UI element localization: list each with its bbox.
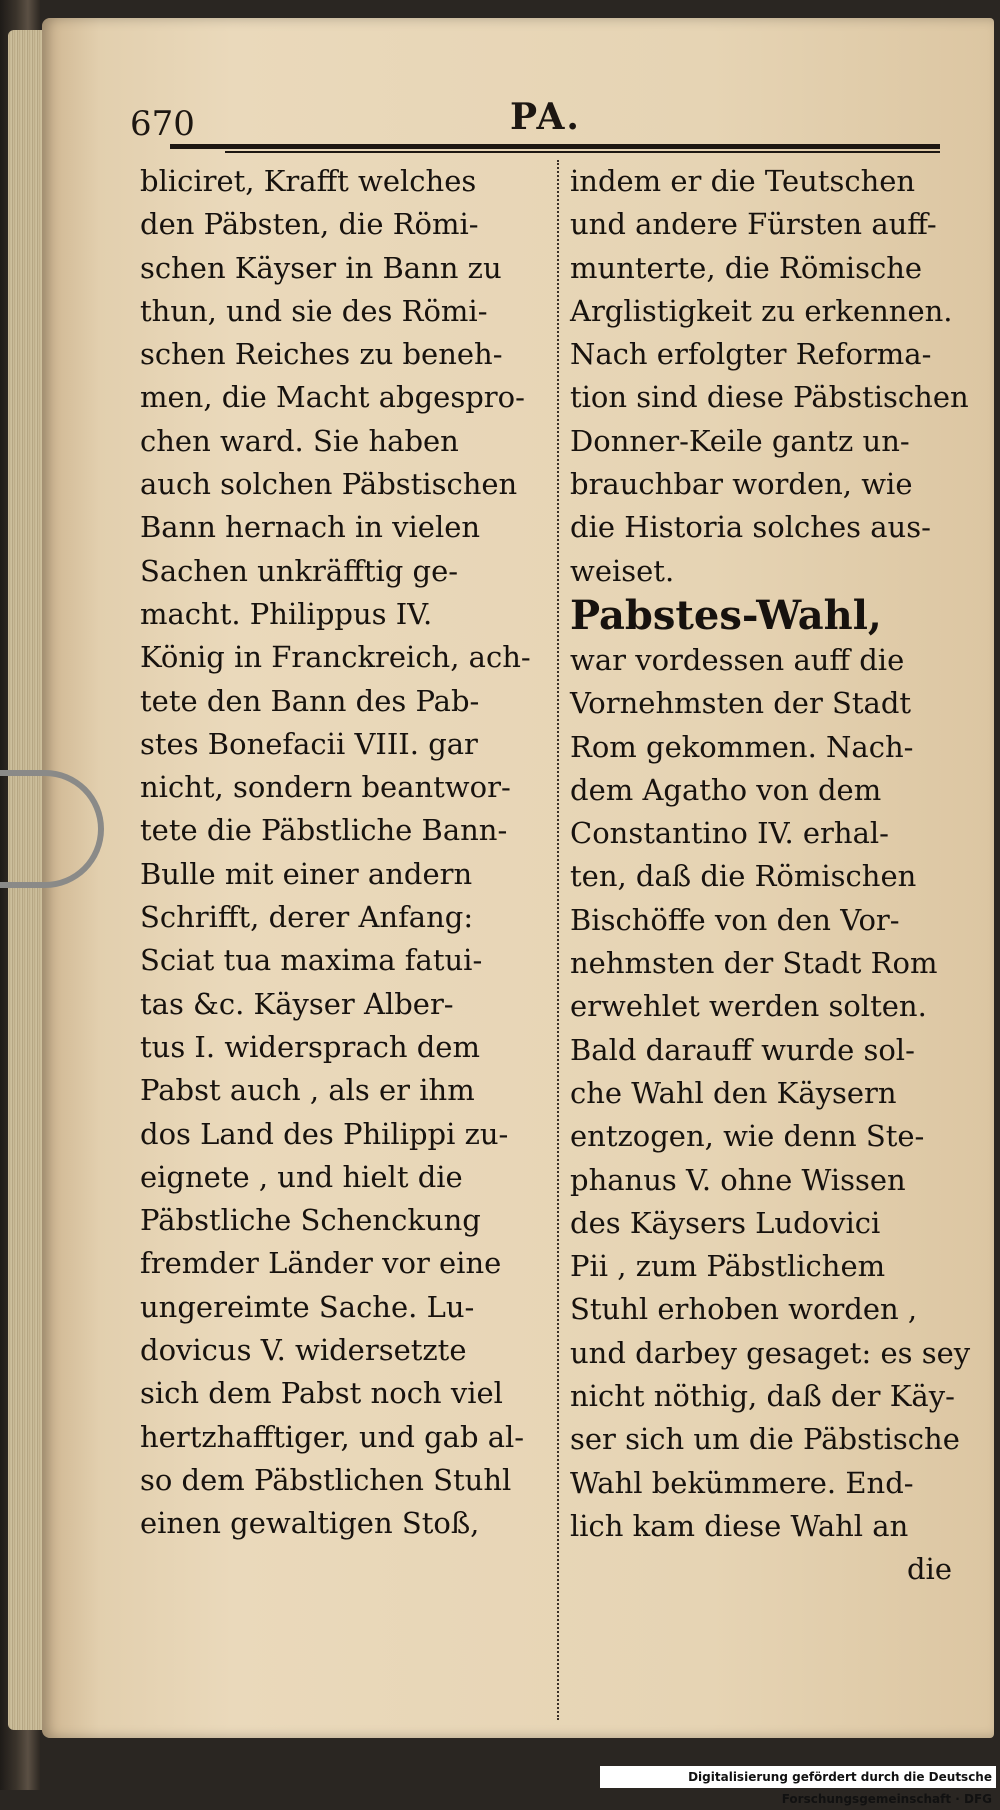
text-line: Sciat tua maxima fatui- bbox=[140, 943, 483, 978]
left-column bbox=[140, 160, 558, 1546]
right-column bbox=[570, 160, 971, 1592]
text-line: tete den Bann des Pab- bbox=[140, 683, 480, 718]
text-line: einen gewaltigen Stoß, bbox=[140, 1506, 480, 1541]
text-line: Pabst auch , als er ihm bbox=[140, 1073, 475, 1108]
text-line: eignete , und hielt die bbox=[140, 1159, 463, 1194]
text-line: fremder Länder vor eine bbox=[140, 1246, 502, 1281]
text-line: Stuhl erhoben worden , bbox=[570, 1292, 918, 1327]
text-line: Pii , zum Päbstlichem bbox=[570, 1249, 886, 1284]
text-line: und darbey gesaget: es sey bbox=[570, 1335, 971, 1370]
text-line: Bald darauff wurde sol- bbox=[570, 1032, 915, 1067]
text-line: schen Käyser in Bann zu bbox=[140, 250, 502, 285]
text-line: Bulle mit einer andern bbox=[140, 856, 473, 891]
text-line: indem er die Teutschen bbox=[570, 164, 916, 198]
text-line: Constantino IV. erhal- bbox=[570, 816, 889, 851]
digitization-credit: Digitalisierung gefördert durch die Deutsche Forschungsgemeinschaft · DFG bbox=[600, 1766, 996, 1788]
text-line: Bischöffe von den Vor- bbox=[570, 902, 900, 937]
text-line: phanus V. ohne Wissen bbox=[570, 1162, 906, 1197]
text-line: thun, und sie des Römi- bbox=[140, 293, 488, 328]
text-line: tas &c. Käyser Alber- bbox=[140, 986, 454, 1021]
text-line: nicht nöthig, daß der Käy- bbox=[570, 1379, 955, 1414]
text-line: erwehlet werden solten. bbox=[570, 989, 927, 1024]
text-line: sich dem Pabst noch viel bbox=[140, 1376, 503, 1411]
text-line: die Historia solches aus- bbox=[570, 510, 931, 545]
text-line: Rom gekommen. Nach- bbox=[570, 729, 914, 764]
text-line: nicht, sondern beantwor- bbox=[140, 770, 511, 805]
text-line: und andere Fürsten auff- bbox=[570, 207, 937, 242]
text-line: des Käysers Ludovici bbox=[570, 1205, 881, 1240]
header-rule bbox=[170, 144, 940, 149]
text-line: hertzhafftiger, und gab al- bbox=[140, 1419, 525, 1454]
catchword: die bbox=[906, 1552, 952, 1587]
text-line: tion sind diese Päbstischen bbox=[570, 380, 969, 415]
text-line: ungereimte Sache. Lu- bbox=[140, 1289, 475, 1324]
text-line: tete die Päbstliche Bann- bbox=[140, 813, 508, 848]
text-line: Wahl bekümmere. End- bbox=[570, 1465, 914, 1500]
text-line: tus I. widersprach dem bbox=[140, 1029, 480, 1064]
text-line: che Wahl den Käysern bbox=[570, 1075, 897, 1110]
text-line: Arglistigkeit zu erkennen. bbox=[570, 293, 953, 328]
text-line: stes Bonefacii VIII. gar bbox=[140, 726, 478, 761]
text-line: Nach erfolgter Reforma- bbox=[570, 337, 932, 372]
text-line: ser sich um die Päbstische bbox=[570, 1422, 960, 1457]
header-rule-thin bbox=[225, 151, 940, 153]
text-line: bliciret, Krafft welches bbox=[140, 164, 477, 198]
text-line: Päbstliche Schenckung bbox=[140, 1203, 481, 1238]
text-line: nehmsten der Stadt Rom bbox=[570, 946, 938, 981]
text-line: ten, daß die Römischen bbox=[570, 859, 917, 894]
text-line: lich kam diese Wahl an bbox=[570, 1508, 909, 1543]
text-line: schen Reiches zu beneh- bbox=[140, 337, 503, 372]
text-line: weiset. bbox=[570, 553, 675, 588]
text-line: so dem Päbstlichen Stuhl bbox=[140, 1462, 512, 1497]
text-line: Donner-Keile gantz un- bbox=[570, 423, 910, 458]
text-line: entzogen, wie denn Ste- bbox=[570, 1119, 925, 1154]
text-line: Schrifft, derer Anfang: bbox=[140, 900, 474, 935]
text-line: brauchbar worden, wie bbox=[570, 467, 913, 502]
text-line: munterte, die Römische bbox=[570, 250, 923, 285]
text-line: König in Franckreich, ach- bbox=[140, 640, 531, 675]
text-line: men, die Macht abgespro- bbox=[140, 380, 525, 415]
column-divider bbox=[557, 160, 559, 1720]
text-line: chen ward. Sie haben bbox=[140, 423, 459, 458]
text-line: dovicus V. widersetzte bbox=[140, 1333, 467, 1368]
text-line: dem Agatho von dem bbox=[570, 772, 882, 807]
running-head: PA. bbox=[510, 96, 581, 138]
text-line: den Päbsten, die Römi- bbox=[140, 207, 479, 242]
text-line: macht. Philippus IV. bbox=[140, 596, 433, 631]
text-line: auch solchen Päbstischen bbox=[140, 467, 518, 502]
text-line: Bann hernach in vielen bbox=[140, 510, 481, 545]
text-line: dos Land des Philippi zu- bbox=[140, 1116, 509, 1151]
page-number: 670 bbox=[130, 104, 195, 144]
text-line: Sachen unkräfftig ge- bbox=[140, 553, 459, 588]
text-line: Vornehmsten der Stadt bbox=[570, 686, 912, 721]
text-line: war vordessen auff die bbox=[570, 642, 905, 677]
section-heading: Pabstes-Wahl, bbox=[570, 591, 882, 639]
